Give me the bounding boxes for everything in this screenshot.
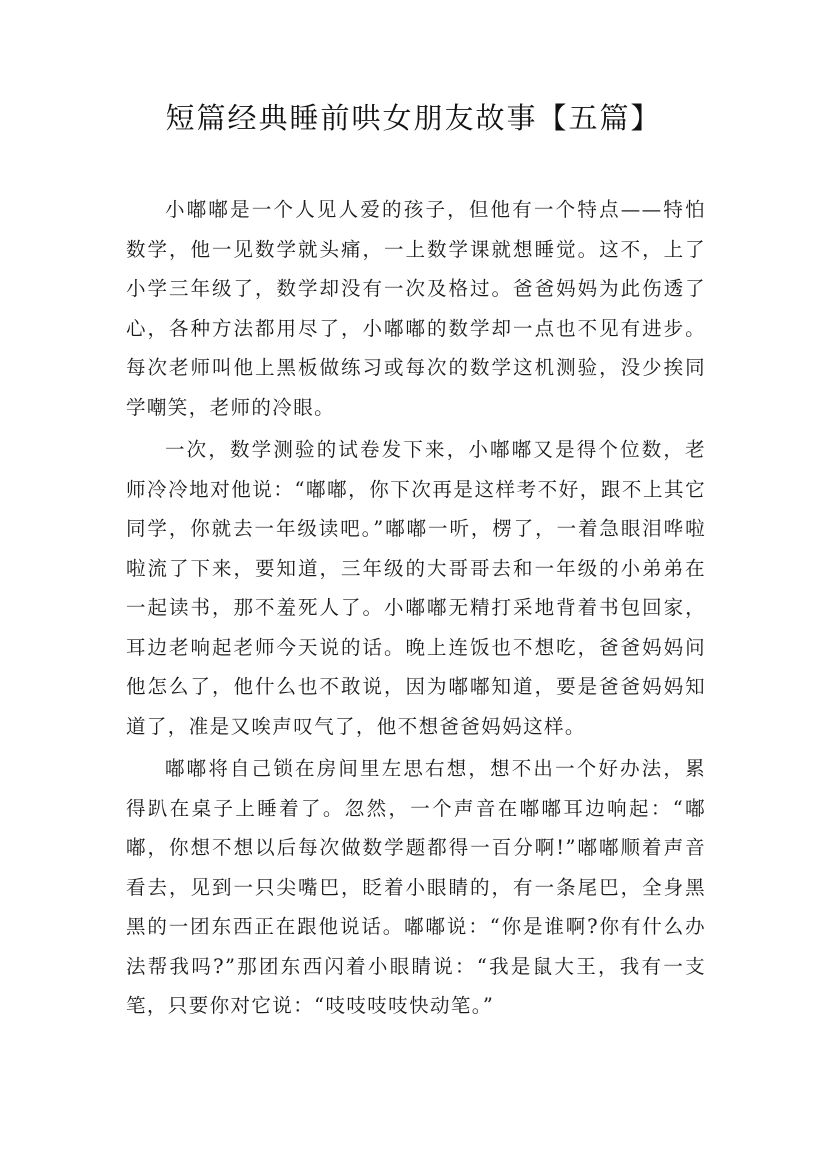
- document-title: 短篇经典睡前哄女朋友故事【五篇】: [165, 101, 662, 135]
- paragraph-2: 一次，数学测验的试卷发下来，小嘟嘟又是得个位数，老师冷冷地对他说：“嘟嘟，你下次再是这样考不好，跟不上其它同学，你就去一年级读吧。”嘟嘟一听，楞了，一着急眼泪哗啦啦流了下来，要知道，三年级的大哥哥去和一年级的小弟弟在一起读书，那不羞死人了。小嘟嘟无精打采地背着书包回家，耳边老响起老师今天说的话。晚上连饭也不想吃，爸爸妈妈问他怎么了，他什么也不敢说，因为嘟嘟知道，要是爸爸妈妈知道了，准是又唉声叹气了，他不想爸爸妈妈这样。: [126, 438, 706, 738]
- document-body: [126, 190, 706, 1029]
- paragraph-1: 小嘟嘟是一个人见人爱的孩子，但他有一个特点——特怕数学，他一见数学就头痛，一上数学课就想睡觉。这不，上了小学三年级了，数学却没有一次及格过。爸爸妈妈为此伤透了心，各种方法都用尽了，小嘟嘟的数学却一点也不见有进步。每次老师叫他上黑板做练习或每次的数学这机测验，没少挨同学嘲笑，老师的冷眼。: [126, 198, 706, 419]
- paragraph-3: 嘟嘟将自己锁在房间里左思右想，想不出一个好办法，累得趴在桌子上睡着了。忽然，一个声音在嘟嘟耳边响起：“嘟嘟，你想不想以后每次做数学题都得一百分啊!”嘟嘟顺着声音看去，见到一只尖嘴巴，眨着小眼睛的，有一条尾巴，全身黑黑的一团东西正在跟他说话。嘟嘟说：“你是谁啊?你有什么办法帮我吗?”那团东西闪着小眼睛说：“我是鼠大王，我有一支笔，只要你对它说：“吱吱吱吱快动笔。”: [126, 757, 706, 1017]
